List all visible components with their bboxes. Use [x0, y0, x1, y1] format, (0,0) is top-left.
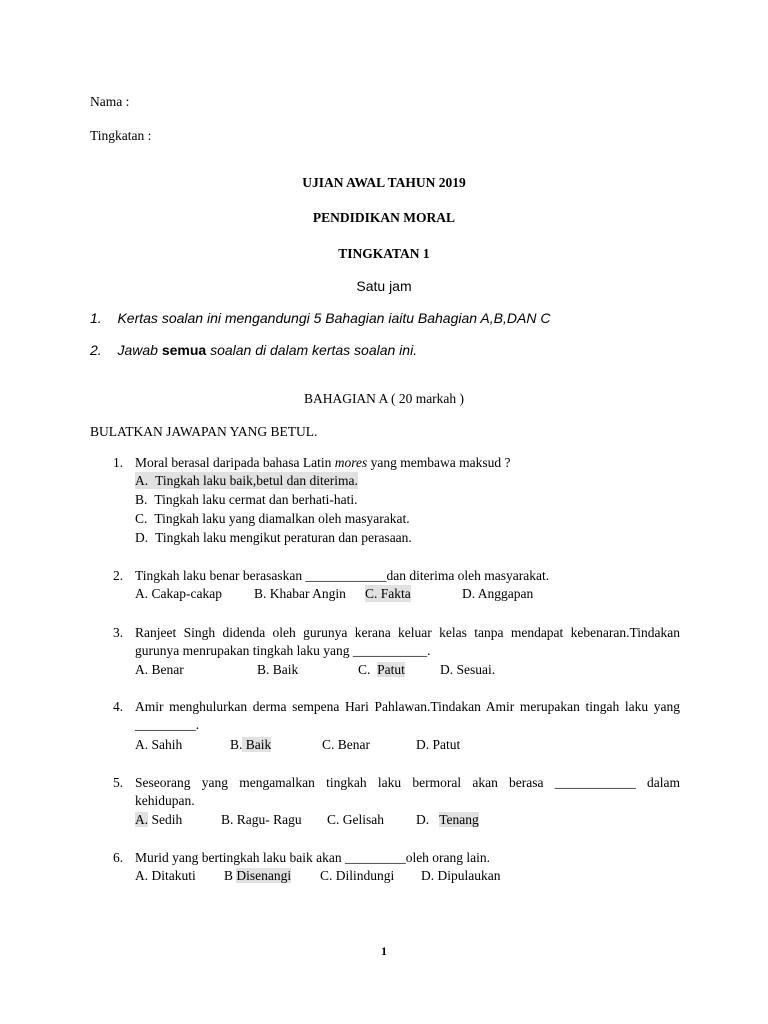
- q1-text-italic: mores: [334, 455, 368, 470]
- q5-line-1: Seseorang yang mengamalkan tingkah laku bermoral akan berasa ____________ dalam: [135, 775, 680, 790]
- q1-option-a-text: Tingkah laku baik,betul dan diterima.: [155, 473, 358, 488]
- q4-number: 4.: [113, 699, 124, 714]
- q1-option-a-letter: A.: [135, 473, 149, 488]
- q4-option-a: A. Sahih: [135, 737, 183, 752]
- q1-text: [135, 454, 511, 471]
- q2-option-c: C. Fakta: [365, 586, 411, 601]
- q1-option-b: [135, 491, 357, 508]
- q2-option-d: D. Anggapan: [462, 586, 534, 601]
- q4-option-b: [230, 736, 271, 753]
- duration: Satu jam: [356, 278, 412, 294]
- q3-option-c-text: Patut: [377, 662, 405, 677]
- q6-text: Murid yang bertingkah laku baik akan _________oleh orang lain.: [135, 850, 491, 865]
- q5-option-d-text: Tenang: [439, 812, 479, 827]
- page-number: 1: [381, 944, 387, 958]
- q3-option-a: A. Benar: [135, 662, 184, 677]
- q1-option-d-letter: D.: [135, 530, 149, 545]
- q6-option-b-letter: B: [224, 868, 234, 883]
- q4-option-b-letter: B.: [230, 737, 243, 752]
- q3-option-c-letter: C.: [358, 662, 371, 677]
- q1-text-pre: Moral berasal daripada bahasa Latin: [135, 455, 335, 470]
- exam-title: UJIAN AWAL TAHUN 2019: [302, 175, 466, 190]
- q5-option-c: C. Gelisah: [327, 812, 384, 827]
- instruction-1-text: Kertas soalan ini mengandungi 5 Bahagian iaitu Bahagian A,B,DAN C: [117, 310, 551, 326]
- q1-number: 1.: [113, 455, 124, 470]
- q1-option-c-text: Tingkah laku yang diamalkan oleh masyarakat.: [154, 511, 410, 526]
- q5-option-a-text: Sedih: [148, 812, 183, 827]
- q2-option-a: A. Cakap-cakap: [135, 586, 222, 601]
- name-label: Nama :: [90, 94, 130, 109]
- q1-text-post: yang membawa maksud ?: [367, 455, 511, 470]
- q5-option-d: [416, 811, 479, 828]
- q6-option-a: A. Ditakuti: [135, 868, 196, 883]
- q1-option-b-text: Tingkah laku cermat dan berhati-hati.: [154, 492, 358, 507]
- instruction-2: [90, 342, 417, 359]
- q2-option-b: B. Khabar Angin: [254, 586, 346, 601]
- instruction-2-text-pre: Jawab: [117, 342, 162, 358]
- q1-option-b-letter: B.: [135, 492, 148, 507]
- q4-option-c: C. Benar: [322, 737, 370, 752]
- q3-option-b: B. Baik: [257, 662, 299, 677]
- q5-option-d-letter: D.: [416, 812, 430, 827]
- q1-option-c-letter: C.: [135, 511, 148, 526]
- q3-number: 3.: [113, 625, 124, 640]
- q5-option-a: [135, 811, 182, 828]
- q3-option-c: [358, 661, 405, 678]
- q5-option-b: B. Ragu- Ragu: [221, 812, 302, 827]
- q6-option-d: D. Dipulaukan: [421, 868, 501, 883]
- q3-option-d: D. Sesuai.: [440, 662, 496, 677]
- q4-line-1: Amir menghulurkan derma sempena Hari Pahlawan.Tindakan Amir merupakan tingah laku yang: [135, 699, 680, 714]
- class-label: Tingkatan :: [90, 128, 152, 143]
- section-title: BAHAGIAN A ( 20 markah ): [303, 391, 465, 406]
- q5-number: 5.: [113, 775, 124, 790]
- q3-line-1: Ranjeet Singh didenda oleh gurunya kerana keluar kelas tanpa mendapat kebenaran.Tindakan: [135, 625, 680, 640]
- q5-option-a-letter: A.: [135, 812, 149, 827]
- instruction-2-number: 2.: [90, 342, 102, 358]
- q6-option-b: [224, 867, 291, 884]
- q2-text: Tingkah laku benar berasaskan ____________dan diterima oleh masyarakat.: [135, 568, 550, 583]
- q3-line-2: gurunya menrupakan tingkah laku yang ___________.: [135, 643, 431, 658]
- q4-option-b-text: Baik: [242, 737, 272, 752]
- subject-title: PENDIDIKAN MORAL: [312, 210, 456, 225]
- q6-option-b-text: Disenangi: [236, 868, 292, 883]
- q4-option-d: D. Patut: [416, 737, 461, 752]
- q4-line-2: _________.: [135, 717, 200, 732]
- instruction-1: [90, 310, 550, 327]
- q1-option-a: [135, 472, 358, 489]
- instruction-1-number: 1.: [90, 310, 102, 326]
- q6-option-c: C. Dilindungi: [320, 868, 395, 883]
- instruction-2-bold: semua: [161, 342, 207, 358]
- q2-number: 2.: [113, 568, 124, 583]
- q1-option-d: [135, 529, 412, 546]
- q5-line-2: kehidupan.: [135, 793, 195, 808]
- q6-number: 6.: [113, 850, 124, 865]
- instruction-2-text-post: soalan di dalam kertas soalan ini.: [206, 342, 418, 358]
- section-directive: BULATKAN JAWAPAN YANG BETUL.: [90, 424, 318, 439]
- q1-option-c: [135, 510, 410, 527]
- q1-option-d-text: Tingkah laku mengikut peraturan dan perasaan.: [155, 530, 412, 545]
- form-title: TINGKATAN 1: [338, 246, 430, 261]
